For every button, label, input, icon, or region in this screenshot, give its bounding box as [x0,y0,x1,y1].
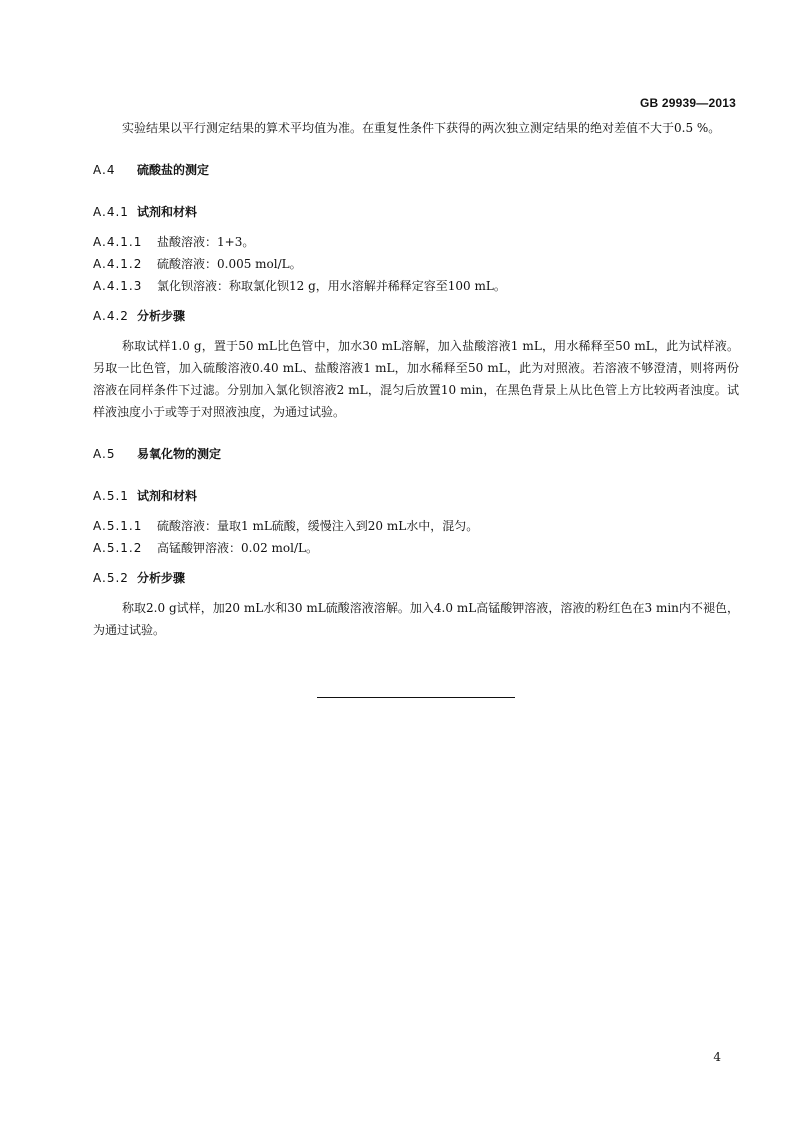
section-a4-heading [93,159,739,181]
item-number: A.4.1.1 [93,235,143,249]
procedure-paragraph: 称取2.0 g试样，加20 mL水和30 mL硫酸溶液溶解。加入4.0 mL高锰酸钾溶液，溶液的粉红色在3 min内不褪色，为通过试验。 [93,601,739,637]
item-number: A.5.1.2 [93,541,143,555]
intro-paragraph: 实验结果以平行测定结果的算术平均值为准。在重复性条件下获得的两次独立测定结果的绝对差值不大于0.5 %。 [122,121,721,135]
list-item [93,275,739,297]
item-text: 硫酸溶液：量取1 mL硫酸，缓慢注入到20 mL水中，混匀。 [157,519,479,533]
subsection-a41-heading [93,201,739,223]
subsection-title: 试剂和材料 [137,489,198,503]
list-item [93,253,739,275]
subsection-number: A.4.1 [93,205,129,219]
item-text: 盐酸溶液：1+3。 [157,235,255,249]
section-number: A.4 [93,163,116,177]
standard-number-header: GB 29939—2013 [640,96,736,110]
subsection-title: 分析步骤 [137,571,186,585]
item-text: 高锰酸钾溶液：0.02 mol/L。 [157,541,318,555]
item-number: A.4.1.2 [93,257,143,271]
subsection-number: A.5.1 [93,489,129,503]
item-text: 硫酸溶液：0.005 mol/L。 [157,257,302,271]
section-number: A.5 [93,447,116,461]
page-number: 4 [713,1050,721,1064]
list-item [93,515,739,537]
section-a5-heading [93,443,739,465]
section-title: 易氧化物的测定 [137,447,222,461]
subsection-a42-heading [93,305,739,327]
subsection-a51-heading [93,485,739,507]
subsection-a52-heading [93,567,739,589]
section-title: 硫酸盐的测定 [137,163,210,177]
page-content [93,117,739,641]
subsection-number: A.5.2 [93,571,129,585]
list-item [93,537,739,559]
item-text: 氯化钡溶液：称取氯化钡12 g，用水溶解并稀释定容至100 mL。 [157,279,506,293]
item-number: A.5.1.1 [93,519,143,533]
subsection-title: 试剂和材料 [137,205,198,219]
subsection-title: 分析步骤 [137,309,186,323]
procedure-paragraph: 称取试样1.0 g，置于50 mL比色管中，加水30 mL溶解，加入盐酸溶液1 mL，用水稀释至50 mL，此为试样液。另取一比色管，加入硫酸溶液0.40 mL、盐酸溶液1 mL，加水稀释至50 mL，此为对照液。若溶液不够澄清，则将两份溶液在同样条件下过滤。分别加入氯化钡溶液2 mL，混匀后放置10 min，在黑色背景上从比色管上方比较两者浊度。试样液浊度小于或等于对照液浊度，为通过试验。 [93,339,739,419]
end-of-document-rule [317,697,515,698]
item-number: A.4.1.3 [93,279,143,293]
subsection-number: A.4.2 [93,309,129,323]
list-item [93,231,739,253]
